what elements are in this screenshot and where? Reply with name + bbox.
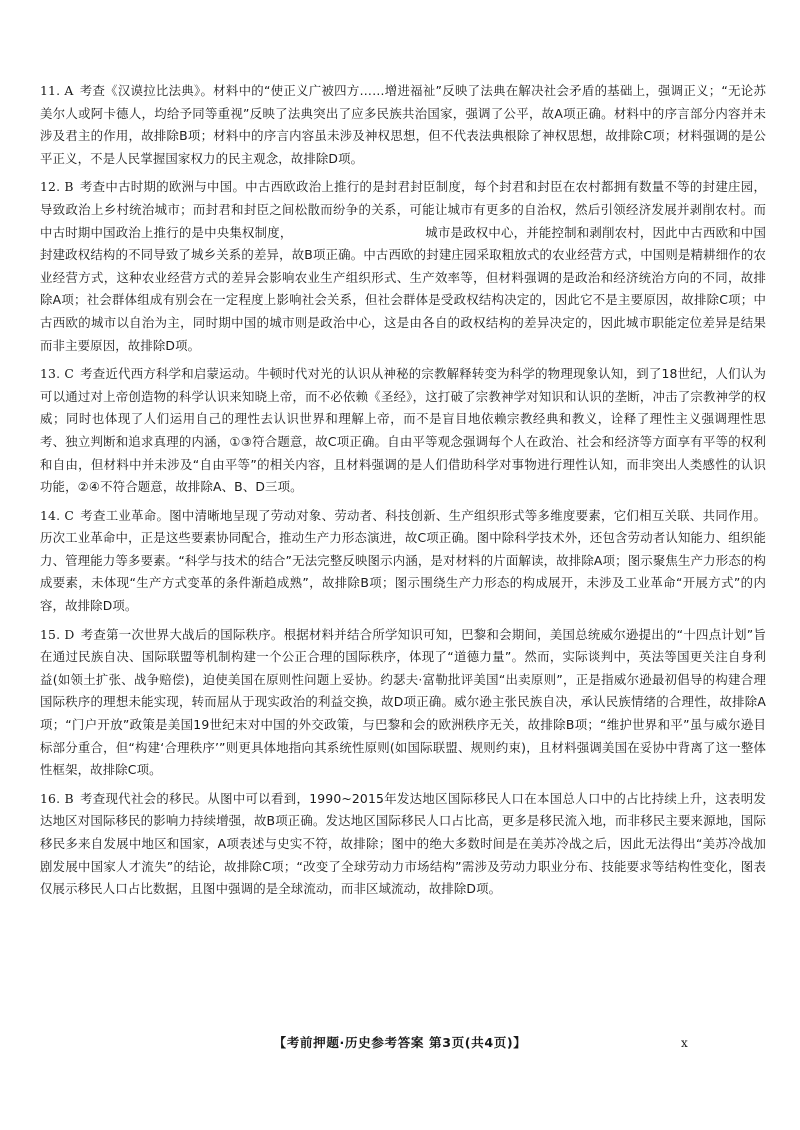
answer-letter: D (64, 626, 75, 642)
question-15 (40, 624, 766, 782)
question-number: 15. (40, 626, 61, 642)
answer-letter: C (64, 366, 74, 382)
question-number: 12. (40, 179, 61, 195)
explanation-text: 考查工业革命。图中清晰地呈现了劳动对象、劳动者、科技创新、生产组织形式等多维度要素，它们相互关联、共同作用。历次工业革命中，正是这些要素协同配合，推动生产力形态演进，故C项正确。图中除科学技术外，还包含劳动者认知能力、组织能力、管理能力等多要素。“科学与技术的结合”无法完整反映图示内涵，是对材料的片面解读，故排除A项；图示聚焦生产力形态的构成要素，未体现“生产方式变革的条件渐趋成熟”，故排除B项；图示围绕生产力形态的构成展开，未涉及工业革命“开展方式”的内容，故排除D项。 (40, 507, 766, 614)
answer-letter: B (64, 790, 74, 806)
answer-key-page (40, 80, 766, 907)
question-number: 14. (40, 507, 61, 523)
explanation-text: 考查现代社会的移民。从图中可以看到，1990~2015年发达地区国际移民人口在本国总人口中的占比持续上升，这表明发达地区对国际移民的影响力持续增强，故B项正确。发达地区国际移民人口占比高，更多是移民流入地，而非移民主要来源地，国际移民多来自发展中地区和国家，A项表述与史实不符，故排除；图中的绝大多数时间是在美苏冷战之后，因此无法得出“美苏冷战加剧发展中国家人才流失”的结论，故排除C项；“改变了全球劳动力市场结构”需涉及劳动力职业分布、技能要求等结构性变化，图表仅展示移民人口占比数据，且图中强调的是全球流动，而非区域流动，故排除D项。 (40, 790, 767, 897)
question-number: 13. (40, 366, 61, 382)
question-number: 16. (40, 790, 61, 806)
answer-letter: C (64, 507, 75, 523)
page-footer: 【考前押题·历史参考答案 第3页(共4页)】 (273, 1035, 527, 1050)
explanation-text: 考查中古时期的欧洲与中国。中古西欧政治上推行的是封君封臣制度，每个封君和封臣在农村都拥有数量不等的封建庄园，导致政治上乡村统治城市；而封君和封臣之间松散而纷争的关系，可能让城市有更多的自治权，然后引领经济发展并剥削农村。而中古时期中国政治上推行的是中央集权制度， 城市是政权中心，并能控制和剥削农村，因此中古西欧和中国封建政权结构的不同导致了城乡关系的差异，故B项正确。中古西欧的封建庄园采取粗放式的农业经营方式，中国则是精耕细作的农业经营方式，这种农业经营方式的差异会影响农业生产组织形式、生产效率等，但材料强调的是政治和经济统治方向的不同，故排除A项；社会群体组成有别会在一定程度上影响社会关系，但社会群体是受政权结构决定的，因此它不是主要原因，故排除C项；中古西欧的城市以自治为主，同时期中国的城市则是政治中心，这是由各自的政权结构的差异决定的，因此城市职能定位差异是结果而非主要原因，故排除D项。 (40, 179, 766, 353)
question-number: 11. (40, 83, 61, 98)
question-14 (40, 505, 766, 618)
question-11 (40, 80, 766, 170)
question-12 (40, 176, 766, 357)
explanation-text: 考查《汉谟拉比法典》。材料中的“使正义广被四方……增进福祉”反映了法典在解决社会矛盾的基础上，强调正义；“无论苏美尔人或阿卡德人，均给予同等重视”反映了法典突出了应多民族共治国家，强调了公平，故A项正确。材料中的序言部分内容并未涉及君主的作用，故排除B项；材料中的序言内容虽未涉及神权思想，但不代表法典根除了神权思想，故排除C项；材料强调的是公平正义，不是人民掌握国家权力的民主观念，故排除D项。 (40, 83, 766, 166)
answer-letter: B (64, 179, 74, 195)
explanation-text: 考查近代西方科学和启蒙运动。牛顿时代对光的认识从神秘的宗教解释转变为科学的物理现象认知，到了18世纪，人们认为可以通过对上帝创造物的科学认识来知晓上帝，而不必依赖《圣经》，这打破了宗教神学对知识和认识的垄断，冲击了宗教神学的权威；同时也体现了人们运用自己的理性去认识世界和理解上帝，而不是盲目地依赖宗教经典和教义，诠释了理性主义强调理性思考、独立判断和追求真理的内涵，①③符合题意，故C项正确。自由平等观念强调每个人在政治、社会和经济等方面享有平等的权利和自由，但材料中并未涉及“自由平等”的相关内容，且材料强调的是人们借助科学对事物进行理性认知，而非突出人类感性的认识功能，②④不符合题意，故排除A、B、D三项。 (40, 366, 766, 495)
question-13 (40, 363, 766, 499)
question-16 (40, 788, 766, 901)
explanation-text: 考查第一次世界大战后的国际秩序。根据材料并结合所学知识可知，巴黎和会期间，美国总统威尔逊提出的“十四点计划”旨在通过民族自决、国际联盟等机制构建一个公正合理的国际秩序，体现了“道德力量”。然而，实际谈判中，英法等国更关注自身利益(如领土扩张、战争赔偿)，迫使美国在原则性问题上妥协。约瑟夫·富勒批评美国“出卖原则”，正是指威尔逊最初倡导的构建合理国际秩序的理想未能实现，转而屈从于现实政治的利益交换，故D项正确。威尔逊主张民族自决，承认民族情绪的合理性，故排除A项；“门户开放”政策是美国19世纪末对中国的外交政策，与巴黎和会的欧洲秩序无关，故排除B项；“维护世界和平”虽与威尔逊目标部分重合，但“构建‘合理秩序’”则更具体地指向其系统性原则(如国际联盟、规则约束)，且材料强调美国在妥协中背离了这一整体性框架，故排除C项。 (40, 626, 766, 778)
corner-mark: x (681, 1036, 688, 1050)
answer-letter: A (64, 83, 74, 98)
